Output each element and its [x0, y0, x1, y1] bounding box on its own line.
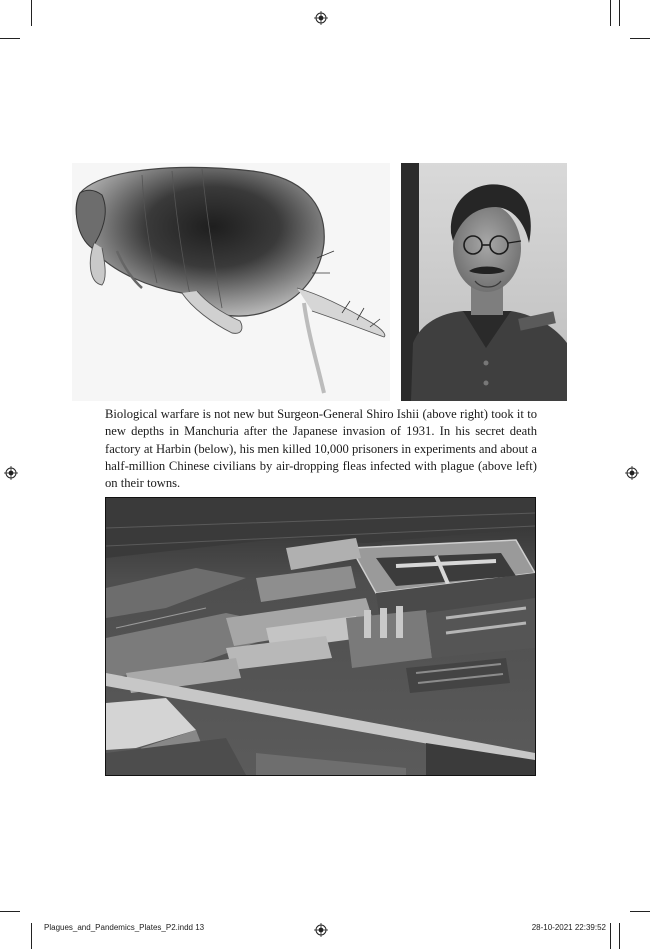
registration-mark-icon	[625, 466, 639, 480]
figure-caption: Biological warfare is not new but Surgeon-General Shiro Ishii (above right) took it to new depths in Manchuria after the Japanese invasion of 1931. In his secret death factory at Harbin (below), his men killed 10,000 prisoners in experiments and about a half-million Chinese civilians by air-dropping fleas infected with plague (above left) on their towns.	[105, 407, 537, 491]
aerial-illustration	[106, 498, 535, 775]
crop-mark	[0, 38, 20, 39]
crop-mark	[619, 923, 620, 949]
crop-mark	[31, 923, 32, 949]
portrait-illustration	[401, 163, 567, 401]
crop-mark	[610, 923, 611, 949]
crop-mark	[619, 0, 620, 26]
flea-micrograph	[72, 163, 390, 401]
crop-mark	[610, 0, 611, 26]
registration-mark-icon	[314, 11, 328, 25]
crop-mark	[630, 38, 650, 39]
print-slug-timestamp: 28-10-2021 22:39:52	[531, 923, 606, 932]
shiro-ishii-portrait	[401, 163, 567, 401]
flea-illustration	[72, 163, 390, 401]
crop-mark	[630, 911, 650, 912]
registration-mark-icon	[314, 923, 328, 937]
crop-mark	[0, 911, 20, 912]
crop-mark	[31, 0, 32, 26]
registration-mark-icon	[4, 466, 18, 480]
harbin-aerial-photo	[105, 497, 536, 776]
print-slug-filename: Plagues_and_Pandemics_Plates_P2.indd 13	[44, 923, 205, 932]
